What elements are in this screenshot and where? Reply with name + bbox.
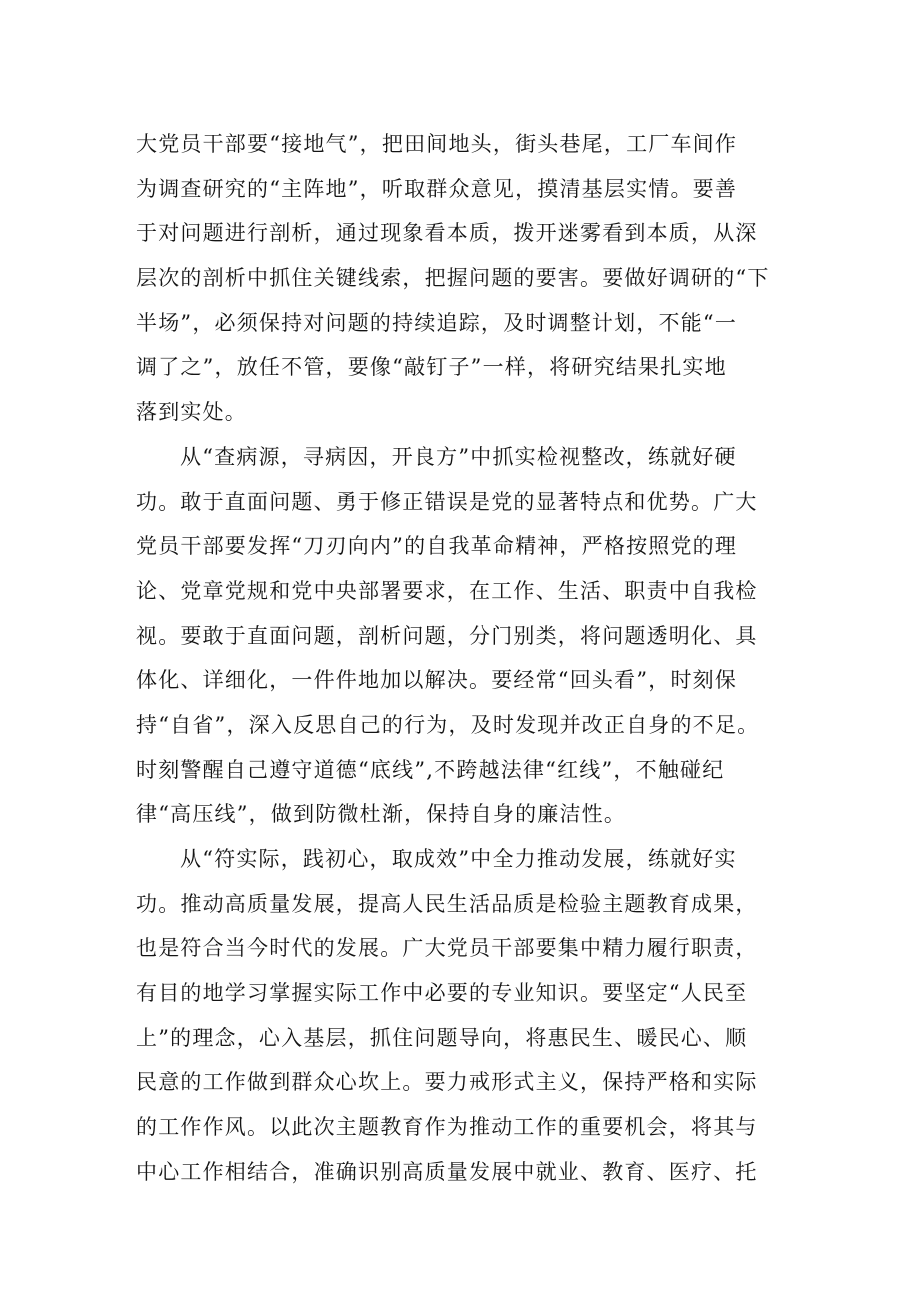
text-line: 体化、详细化，一件件地加以解决。要经常“回头看”，时刻保 [136, 668, 738, 693]
text-line: 的工作作风。以此次主题教育作为推动工作的重要机会，将其与 [136, 1115, 758, 1140]
text-line: 落到实处。 [136, 400, 247, 425]
text-line: 时刻警醒自己遵守道德“底线”,不跨越法律“红线”，不触碰纪 [136, 757, 725, 782]
text-line: 党员干部要发挥“刀刃向内”的自我革命精神，严格按照党的理 [136, 534, 738, 559]
text-line: 有目的地学习掌握实际工作中必要的专业知识。要坚定“人民至 [136, 981, 748, 1006]
text-line: 民意的工作做到群众心坎上。要力戒形式主义，保持严格和实际 [136, 1070, 758, 1095]
document-body [136, 122, 796, 1195]
text-line: 于对问题进行剖析，通过现象看本质，拨开迷雾看到本质，从深 [136, 221, 758, 246]
text-line: 功。推动高质量发展，提高人民生活品质是检验主题教育成果， [136, 891, 758, 916]
text-line: 半场”，必须保持对问题的持续追踪，及时调整计划，不能“一 [136, 310, 738, 335]
text-line: 持“自省”，深入反思自己的行为，及时发现并改正自身的不足。 [136, 712, 760, 737]
text-line: 层次的剖析中抓住关键线索，把握问题的要害。要做好调研的“下 [136, 266, 770, 291]
text-line: 为调查研究的“主阵地”，听取群众意见，摸清基层实情。要善 [136, 176, 738, 201]
text-line: 上”的理念，心入基层，抓住问题导向，将惠民生、暖民心、顺 [136, 1025, 748, 1050]
paragraph-start-line: 从“符实际，践初心，取成效”中全力推动发展，练就好实 [180, 847, 737, 871]
text-line: 论、党章党规和党中央部署要求，在工作、生活、职责中自我检 [136, 578, 758, 603]
text-line: 功。敢于直面问题、勇于修正错误是党的显著特点和优势。广大 [136, 489, 758, 514]
paragraph-start-line: 从“查病源，寻病因，开良方”中抓实检视整改，练就好硬 [180, 444, 737, 469]
text-line: 中心工作相结合，准确识别高质量发展中就业、教育、医疗、托 [136, 1159, 758, 1184]
text-line: 律“高压线”，做到防微杜渐，保持自身的廉洁性。 [136, 802, 627, 827]
text-line: 调了之”，放任不管，要像“敲钉子”一样，将研究结果扎实地 [136, 355, 727, 380]
text-line: 视。要敢于直面问题，剖析问题，分门别类，将问题透明化、具 [136, 623, 758, 648]
text-line: 大党员干部要“接地气”，把田间地头，街头巷尾，工厂车间作 [136, 132, 738, 156]
text-line: 也是符合当今时代的发展。广大党员干部要集中精力履行职责， [136, 936, 758, 961]
